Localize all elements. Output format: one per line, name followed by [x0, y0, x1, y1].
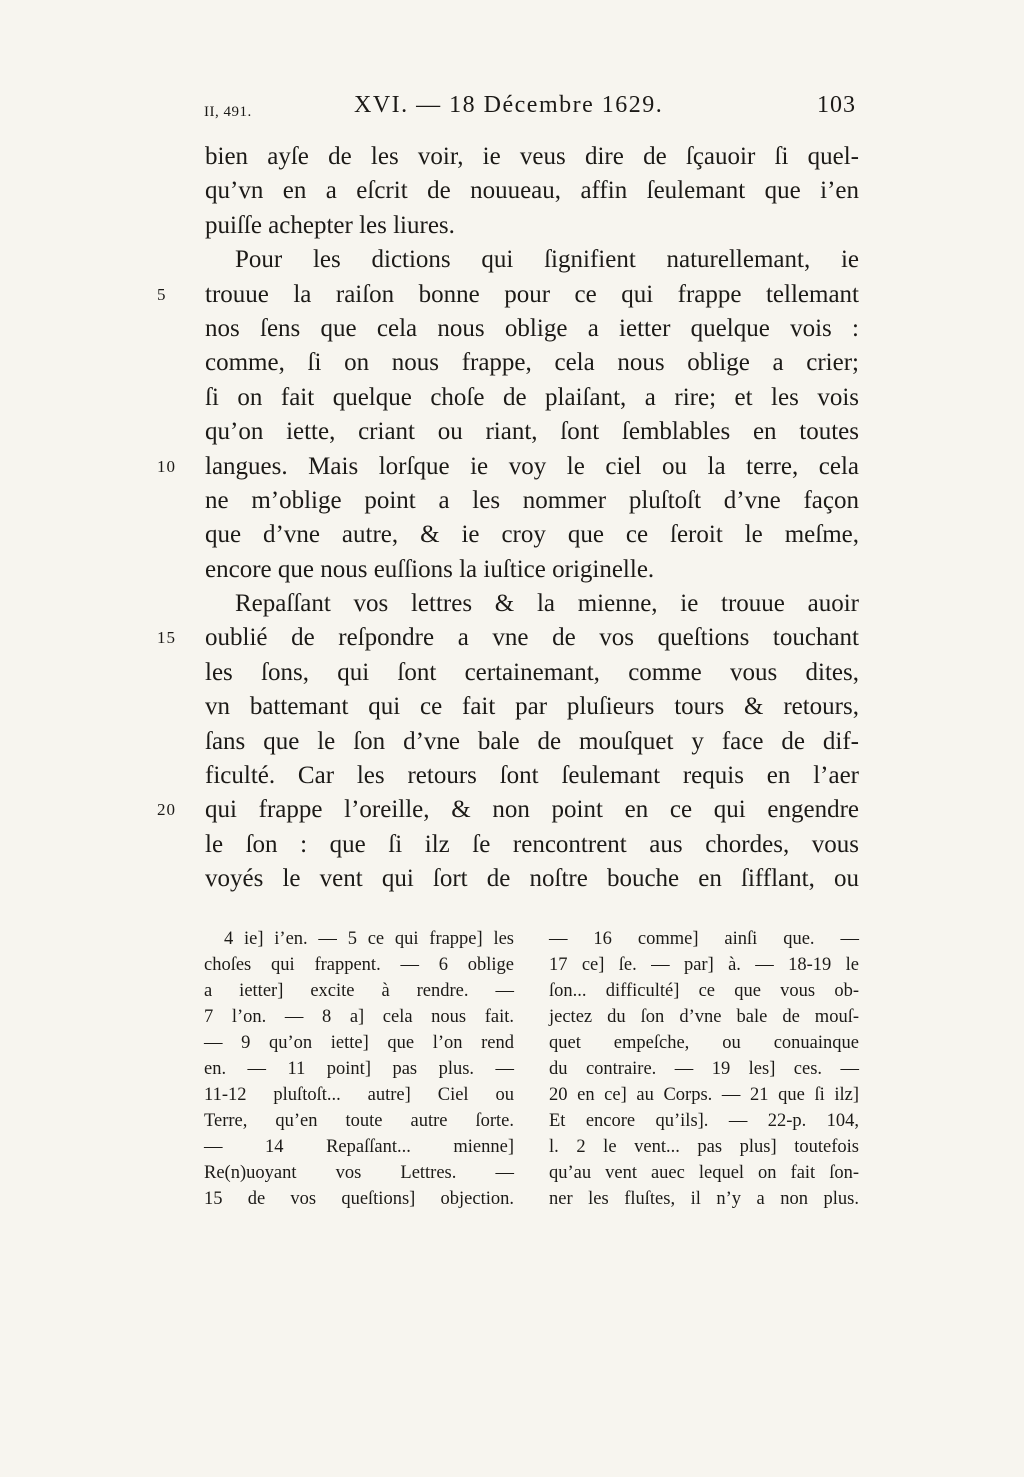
line-text: oublié de reſpondre a vne de vos queſtions touchant: [205, 624, 859, 652]
text-line: [205, 690, 859, 724]
line-number: 10: [157, 456, 176, 476]
text-line: [205, 174, 859, 208]
footnotes-left-column: [204, 926, 514, 1212]
note-line: ſon... difficulté] ce que vous ob-: [549, 981, 859, 1001]
line-number: 20: [157, 800, 176, 820]
note-line: en. — 11 point] pas plus. —: [204, 1059, 514, 1079]
line-number: 5: [157, 284, 167, 304]
page-number: 103: [817, 92, 856, 118]
text-line: [157, 793, 859, 827]
text-line: [205, 862, 859, 896]
text-line: [205, 381, 859, 415]
header-title: XVI. — 18 Décembre 1629.: [354, 92, 664, 118]
note-line: — 16 comme] ainſi que. —: [549, 929, 859, 949]
line-text: encore que nous euſſions la iuſtice originelle.: [205, 555, 655, 583]
line-text: Pour les dictions qui ſignifient naturellemant, ie: [235, 246, 859, 274]
line-text: voyés le vent qui ſort de noſtre bouche en ſifflant, ou: [205, 865, 859, 893]
running-header: [204, 92, 860, 132]
note-line: qu’au vent auec lequel on fait ſon-: [549, 1163, 859, 1183]
note-line: 4 ie] i’en. — 5 ce qui frappe] les: [224, 929, 514, 949]
line-text: le ſon : que ſi ilz ſe rencontrent aus chordes, vous: [205, 830, 859, 858]
text-line: [205, 725, 859, 759]
line-number: 15: [157, 628, 176, 648]
line-text: les ſons, qui ſont certainemant, comme vous dites,: [205, 658, 859, 686]
text-line: [205, 587, 859, 621]
note-line: — 14 Repaſſant... mienne]: [204, 1137, 514, 1157]
text-line: [205, 759, 859, 793]
note-line: a ietter] excite à rendre. —: [204, 981, 514, 1001]
footnotes-right-column: [549, 926, 859, 1212]
text-line: [205, 415, 859, 449]
text-line: [205, 346, 859, 380]
note-line: l. 2 le vent... pas plus] toutefois: [549, 1137, 859, 1157]
line-text: puiſſe achepter les liures.: [205, 211, 455, 239]
line-text: ficulté. Car les retours ſont ſeulemant requis en l’aer: [205, 762, 859, 790]
line-text: comme, ſi on nous frappe, cela nous oblige a crier;: [205, 349, 859, 377]
line-text: qui frappe l’oreille, & non point en ce qui engendre: [205, 796, 859, 824]
text-line: [205, 312, 859, 346]
line-text: trouue la raiſon bonne pour ce qui frappe tellemant: [205, 280, 859, 308]
line-text: Repaſſant vos lettres & la mienne, ie trouue auoir: [235, 590, 859, 618]
note-line: 15 de vos queſtions] objection.: [204, 1189, 514, 1209]
note-line: ner les fluſtes, il n’y a non plus.: [549, 1189, 859, 1209]
line-text: vn battemant qui ce fait par pluſieurs tours & retours,: [205, 693, 859, 721]
text-line: [205, 140, 859, 174]
text-line: [205, 243, 859, 277]
note-line: jectez du ſon d’vne bale de mouſ-: [549, 1007, 859, 1027]
note-line: 11-12 pluſtoſt... autre] Ciel ou: [204, 1085, 514, 1105]
text-line: [157, 621, 859, 655]
note-line: — 9 qu’on iette] que l’on rend: [204, 1033, 514, 1053]
line-text: ſans que le ſon d’vne bale de mouſquet y face de dif-: [205, 727, 859, 755]
note-line: du contraire. — 19 les] ces. —: [549, 1059, 859, 1079]
text-line: [157, 278, 859, 312]
text-line: [205, 209, 859, 243]
header-reference: II, 491.: [204, 104, 252, 120]
text-line: [205, 518, 859, 552]
line-text: ne m’oblige point a les nommer pluſtoſt d’vne façon: [205, 486, 859, 514]
line-text: qu’vn en a eſcrit de nouueau, affin ſeulemant que i’en: [205, 177, 859, 205]
line-text: langues. Mais lorſque ie voy le ciel ou la terre, cela: [205, 452, 859, 480]
text-line: [205, 484, 859, 518]
main-text: [157, 140, 859, 897]
text-line: [205, 828, 859, 862]
text-line: [205, 656, 859, 690]
text-line: [205, 553, 859, 587]
note-line: Terre, qu’en toute autre ſorte.: [204, 1111, 514, 1131]
line-text: qu’on iette, criant ou riant, ſont ſemblables en toutes: [205, 418, 859, 446]
note-line: 17 ce] ſe. — par] à. — 18-19 le: [549, 955, 859, 975]
line-text: ſi on fait quelque choſe de plaiſant, a rire; et les vois: [205, 383, 859, 411]
note-line: Re(n)uoyant vos Lettres. —: [204, 1163, 514, 1183]
note-line: choſes qui frappent. — 6 oblige: [204, 955, 514, 975]
note-line: 7 l’on. — 8 a] cela nous fait.: [204, 1007, 514, 1027]
line-text: bien ayſe de les voir, ie veus dire de ſçauoir ſi quel-: [205, 143, 859, 170]
note-line: quet empeſche, ou conuainque: [549, 1033, 859, 1053]
note-line: Et encore qu’ils]. — 22-p. 104,: [549, 1111, 859, 1131]
text-line: [157, 450, 859, 484]
line-text: nos ſens que cela nous oblige a ietter quelque vois :: [205, 314, 859, 342]
note-line: 20 en ce] au Corps. — 21 que ſi ilz]: [549, 1085, 859, 1105]
line-text: que d’vne autre, & ie croy que ce ſeroit le meſme,: [205, 521, 859, 549]
